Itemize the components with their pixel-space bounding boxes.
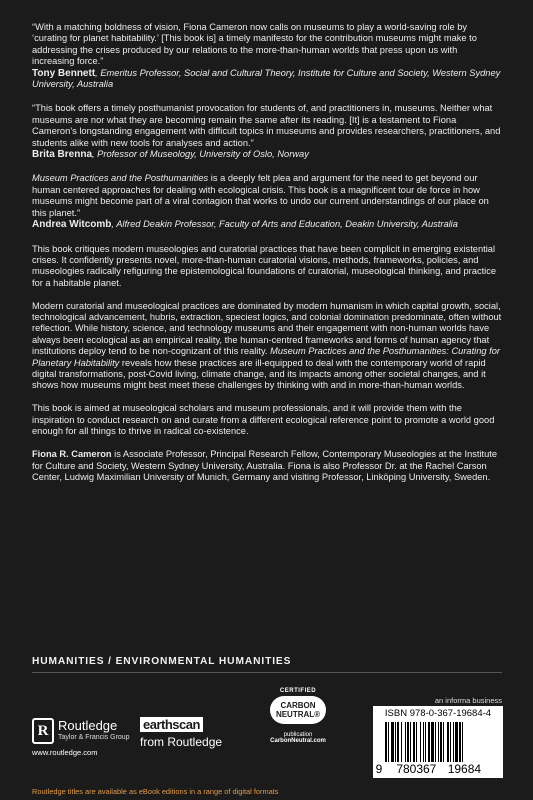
barcode-bar xyxy=(431,722,434,762)
book-description xyxy=(32,244,502,484)
barcode-bar xyxy=(443,722,444,762)
quote-attribution xyxy=(32,68,502,91)
endorsement-quote xyxy=(32,103,502,160)
barcode-bar xyxy=(410,722,411,762)
quote-attribution xyxy=(32,149,502,160)
endorser-name: Brita Brenna xyxy=(32,149,93,161)
book-title-emphasis: Museum Practices and the Posthumanities: Curating for Planetary Habitability xyxy=(32,346,501,368)
barcode-bar xyxy=(416,722,417,762)
barcode-digit-group: 9 xyxy=(375,762,383,776)
isbn-barcode xyxy=(373,706,503,778)
earthscan-from-routledge: from Routledge xyxy=(140,735,223,749)
subject-category: HUMANITIES / ENVIRONMENTAL HUMANITIES xyxy=(32,656,292,667)
carbon-label: CARBON xyxy=(280,701,316,710)
barcode-bar xyxy=(407,722,409,762)
endorser-name: Tony Bennett xyxy=(32,67,96,79)
barcode-bar xyxy=(420,722,421,762)
barcode-bar xyxy=(423,722,424,762)
barcode-bar xyxy=(459,722,461,762)
quote-text: “With a matching boldness of vision, Fiona Cameron now calls on museums to play a world-saving role by ‘curating for planet habitability.’ [This book is] a timely manifesto for the contribution museums might make to addressing the crises produced by our relations to the more-than-human worlds that press upon us with increasing force.” xyxy=(32,22,477,67)
isbn-number: ISBN 978-0-367-19684-4 xyxy=(384,708,492,719)
publication-label: publication xyxy=(283,732,313,738)
barcode-bar xyxy=(435,722,436,762)
routledge-name: Routledge xyxy=(58,718,118,733)
author-name: Fiona R. Cameron xyxy=(32,449,112,460)
quote-text: “This book offers a timely posthumanist provocation for students of, and practitioners in, museums. Neither what museums are nor what they are becoming remain the same after its reading. [It] is a testament to Fiona Cameron’s longstanding engagement with difficult topics in museums and provides researchers, practitioners, and students alike with new tools for analyses and action.” xyxy=(32,103,501,148)
barcode-digit-group: 19684 xyxy=(447,762,482,776)
barcode-bar xyxy=(405,722,406,762)
barcode-bar xyxy=(413,722,415,762)
carbon-neutral-badge-icon xyxy=(270,696,326,724)
barcode-bar xyxy=(455,722,458,762)
book-title-emphasis: Museum Practices and the Posthumanities xyxy=(32,173,209,184)
author-bio xyxy=(32,449,502,483)
routledge-url: www.routledge.com xyxy=(32,748,98,757)
barcode-digits xyxy=(373,762,503,776)
endorser-name: Andrea Witcomb xyxy=(32,219,112,231)
carbon-neutral-site: CarbonNeutral.com xyxy=(270,738,326,744)
author-bio-text: is Associate Professor, Principal Research Fellow, Contemporary Museologies at the Institute for Culture and Society, Western Sydney University, Australia. Fiona is also Professor Dr. at the Rachel Carson Center, Ludwig Maximilian University of Munich, Germany and visiting Professor, Linköping University, Sweden. xyxy=(32,449,498,482)
description-paragraph xyxy=(32,301,502,392)
barcode-bar xyxy=(447,722,449,762)
earthscan-logo xyxy=(140,716,222,749)
barcode-bar xyxy=(388,722,389,762)
description-paragraph: This book critiques modern museologies and curatorial practices that have been complicit in emerging existential crises. It confidently presents novel, more-than-human curatorial visions, methods, frameworks, policies, and museologies radically refiguring the epistemological foundations of curatorial, museological thinking, and practice for a habitable planet. xyxy=(32,243,497,288)
informa-tagline: an informa business xyxy=(434,696,502,705)
barcode-digit-group: 780367 xyxy=(396,762,437,776)
carbon-neutral-logo xyxy=(268,688,328,744)
quote-text xyxy=(32,173,502,219)
description-text: reveals how these practices are ill-equipped to deal with the contemporary world of rapid digital transformations, post-Covid living, climate change, and its impacts among other societal changes, and it shows how museums might best meet these challenges by thinking with and in more-than-human worlds. xyxy=(32,357,486,391)
quote-attribution xyxy=(32,219,502,230)
barcode-bar xyxy=(401,722,402,762)
barcode-bar xyxy=(450,722,451,762)
endorsement-quote xyxy=(32,173,502,230)
barcode-bars-icon xyxy=(385,722,493,762)
endorser-title: , Professor of Museology, University of Oslo, Norway xyxy=(92,149,309,160)
endorser-title: , Emeritus Professor, Social and Cultural Theory, Institute for Culture and Society, Western Sydney University, Australia xyxy=(32,67,501,90)
ebook-note: Routledge titles are available as eBook editions in a range of digital formats xyxy=(32,787,279,796)
barcode-bar xyxy=(385,722,387,762)
barcode-bar xyxy=(395,722,396,762)
neutral-label: NEUTRAL® xyxy=(275,710,321,719)
barcode-bar xyxy=(397,722,399,762)
barcode-bar xyxy=(391,722,394,762)
barcode-bar xyxy=(462,722,463,762)
divider xyxy=(32,672,502,673)
barcode-bar xyxy=(453,722,454,762)
quote-text-body: is a deeply felt plea and argument for the need to get beyond our human centered approaches for dealing with ecological crisis. This book is a magnificent tour de force in how museums might become part of a viral contagion that works to undo our current understandings of our place on this planet.” xyxy=(32,173,489,218)
back-cover-text xyxy=(32,22,502,495)
barcode-bar xyxy=(438,722,439,762)
certified-label: CERTIFIED xyxy=(279,688,317,694)
earthscan-name: earthscan xyxy=(140,717,203,732)
routledge-mark-icon: R xyxy=(32,718,54,744)
barcode-bar xyxy=(440,722,442,762)
barcode-bar xyxy=(425,722,426,762)
barcode-bar xyxy=(428,722,430,762)
taylor-francis-name: Taylor & Francis Group xyxy=(58,734,130,741)
description-text: Modern curatorial and museological practices are dominated by modern humanism in which capital growth, social, technological advancement, hubris, extraction, speciest logics, and colonial domination predominate, often without reflection. While history, science, and technology museums and their engagement with non-human worlds have always been ecological as an empirical reality, the human-centred frameworks and forms of human agency that institutions deploy tend to be non-cognizant of this reality. xyxy=(32,300,502,357)
endorser-title: , Alfred Deakin Professor, Faculty of Arts and Education, Deakin University, Australia xyxy=(111,219,458,230)
description-paragraph: This book is aimed at museological scholars and museum professionals, and it will provide them with the inspiration to conduct research on and curate from a different ecological reference point to promote a world good enough for all things to thrive in radical co-existence. xyxy=(32,403,495,437)
endorsement-quote xyxy=(32,22,502,90)
